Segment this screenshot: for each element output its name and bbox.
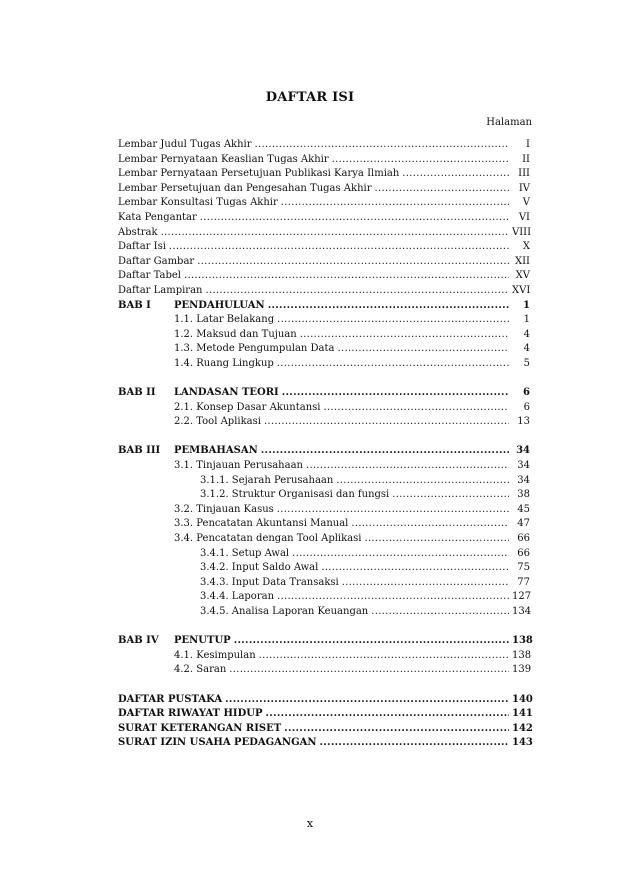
toc-entry-page: 6	[523, 387, 530, 399]
toc-entry-page: 45	[517, 503, 530, 515]
toc-section[interactable]	[118, 328, 530, 343]
toc-entry-page: X	[522, 241, 530, 253]
toc-entry-label: 3.1.2. Struktur Organisasi dan fungsi	[200, 489, 390, 501]
toc-section[interactable]	[118, 313, 530, 328]
toc-front-entry[interactable]	[118, 269, 530, 284]
dot-leader	[184, 269, 509, 284]
toc-entry-label-group	[118, 532, 361, 547]
dot-leader	[320, 736, 509, 751]
toc-subsection[interactable]	[118, 605, 530, 620]
toc-entry-page: 139	[512, 664, 532, 676]
toc-entry-label: 2.1. Konsep Dasar Akuntansi	[174, 401, 321, 413]
toc-entry-page: 34	[517, 474, 530, 486]
toc-entry-label-group	[118, 211, 197, 226]
toc-entry-page: 134	[512, 606, 532, 617]
toc-entry-page: 34	[516, 445, 530, 457]
toc-front-entry[interactable]	[118, 284, 530, 299]
toc-entry-label-group	[118, 313, 274, 328]
toc-entry-label-group	[118, 459, 303, 474]
chapter-title: PENUTUP	[174, 635, 231, 647]
dot-leader	[338, 342, 510, 357]
toc-chapter[interactable]	[118, 634, 533, 649]
toc-entry-label: 3.4.1. Setup Awal	[200, 547, 290, 559]
page-title: DAFTAR ISI	[265, 90, 355, 105]
toc-entry-label-group	[118, 182, 372, 197]
toc-entry-page: 4	[523, 343, 530, 355]
toc-entry-page: 1	[523, 299, 530, 311]
toc-entry-label-group	[118, 269, 181, 284]
toc-entry-label-group	[118, 226, 158, 241]
dot-leader	[321, 561, 509, 576]
dot-leader	[336, 474, 509, 489]
toc-entry-label-group	[118, 634, 231, 649]
toc-entry-page: V	[522, 197, 530, 209]
dot-leader	[255, 138, 509, 153]
toc-section[interactable]	[118, 503, 530, 518]
toc-front-entry[interactable]	[118, 138, 530, 153]
dot-leader	[364, 532, 509, 547]
toc-entry-page: XVI	[512, 284, 531, 296]
toc-entry-page: III	[518, 168, 530, 180]
toc-entry-label: 2.2. Tool Aplikasi	[174, 416, 261, 428]
dot-leader	[282, 386, 509, 401]
toc-entry-page: 143	[512, 737, 533, 749]
toc-entry-label: 1.4. Ruang Lingkup	[174, 357, 274, 369]
dot-leader	[277, 590, 509, 605]
toc-entry-label: DAFTAR PUSTAKA	[118, 693, 223, 705]
toc-entry-label: 4.1. Kesimpulan	[174, 649, 256, 661]
toc-entry-label-group	[118, 736, 317, 751]
toc-entry-label-group	[118, 284, 203, 299]
toc-section[interactable]	[118, 517, 530, 532]
toc-entry-label-group	[118, 605, 368, 620]
toc-entry-label-group	[118, 196, 278, 211]
toc-entry-page: 66	[517, 547, 530, 559]
toc-entry-label: Lembar Judul Tugas Akhir	[118, 139, 252, 150]
toc-entry-label-group	[118, 693, 222, 708]
toc-section[interactable]	[118, 663, 530, 678]
dot-leader	[392, 488, 509, 503]
dot-leader	[261, 444, 509, 459]
toc-entry-label: SURAT IZIN USAHA PEDAGANGAN	[118, 737, 317, 749]
toc-back-entry[interactable]	[118, 736, 533, 751]
toc-entry-page: XV	[515, 270, 530, 282]
toc-entry-label: 3.4.5. Analisa Laporan Keuangan	[200, 606, 369, 617]
toc-entry-page: 38	[517, 489, 530, 501]
toc-entry-label-group	[118, 357, 274, 372]
toc-entry-label: 3.3. Pencatatan Akuntansi Manual	[174, 518, 349, 530]
page-number: x	[306, 817, 314, 830]
toc-entry-label: 3.1.1. Sejarah Perusahaan	[200, 474, 334, 486]
toc-entry-page: 140	[512, 693, 533, 705]
toc-entry-label-group	[118, 240, 166, 255]
toc-entry-label: Kata Pengantar	[118, 211, 197, 223]
dot-leader	[332, 153, 509, 168]
toc-entry-page: XII	[514, 255, 530, 267]
toc-entry-page: 77	[517, 576, 530, 588]
toc-entry-label-group	[118, 576, 339, 591]
dot-leader	[277, 313, 509, 328]
toc-entry-page: 142	[512, 722, 533, 734]
toc-entry-label-group	[118, 722, 281, 737]
dot-leader	[300, 328, 509, 343]
toc-entry-page: 138	[512, 649, 532, 661]
toc-entry-label-group	[118, 153, 329, 168]
chapter-number: BAB II	[118, 387, 156, 399]
dot-leader	[281, 196, 509, 211]
dot-leader	[371, 605, 509, 620]
toc-entry-label-group	[118, 415, 261, 430]
toc-entry-label-group	[118, 649, 256, 664]
dot-leader	[351, 517, 509, 532]
toc-entry-label-group	[118, 444, 258, 459]
toc-entry-page: 13	[517, 416, 530, 428]
toc-entry-label: 1.3. Metode Pengumpulan Data	[174, 343, 335, 355]
toc-subsection[interactable]	[118, 488, 530, 503]
toc-section[interactable]	[118, 649, 530, 664]
toc-subsection[interactable]	[118, 561, 530, 576]
toc-entry-label: Lembar Pernyataan Keaslian Tugas Akhir	[118, 153, 329, 165]
dot-leader	[375, 182, 509, 197]
toc-entry-label-group	[118, 328, 297, 343]
toc-section[interactable]	[118, 357, 530, 372]
dot-leader	[206, 284, 510, 299]
dot-leader	[402, 167, 509, 182]
toc-subsection[interactable]	[118, 590, 530, 605]
dot-leader	[229, 663, 509, 678]
toc-front-entry[interactable]	[118, 226, 530, 241]
toc-entry-page: 138	[512, 635, 533, 647]
toc-chapter[interactable]	[118, 299, 530, 314]
dot-leader	[277, 357, 509, 372]
toc-front-entry[interactable]	[118, 167, 530, 182]
chapter-number: BAB I	[118, 299, 151, 311]
dot-leader	[200, 211, 509, 226]
chapter-number: BAB III	[118, 445, 161, 457]
toc-chapter[interactable]	[118, 444, 530, 459]
toc-entry-label-group	[118, 503, 274, 518]
toc-entry-label-group	[118, 342, 335, 357]
toc-back-entry[interactable]	[118, 693, 533, 708]
toc-front-entry[interactable]	[118, 182, 530, 197]
toc-entry-label: 1.1. Latar Belakang	[174, 314, 275, 326]
chapter-title: LANDASAN TEORI	[174, 387, 279, 399]
toc-section[interactable]	[118, 401, 530, 416]
toc-front-entry[interactable]	[118, 153, 530, 168]
toc-entry-label: Lembar Persetujuan dan Pengesahan Tugas Akhir	[118, 182, 372, 194]
toc-entry-label-group	[118, 474, 333, 489]
toc-back-entry[interactable]	[118, 722, 533, 737]
toc-entry-label-group	[118, 517, 348, 532]
chapter-number: BAB IV	[118, 635, 159, 647]
toc-entry-page: 127	[512, 591, 532, 603]
dot-leader	[259, 649, 509, 664]
toc-entry-page: 34	[517, 460, 530, 472]
toc-subsection[interactable]	[118, 576, 530, 591]
toc-entry-label-group	[118, 707, 263, 722]
toc-front-entry[interactable]	[118, 255, 530, 270]
toc-entry-label: Daftar Lampiran	[118, 284, 203, 296]
toc-front-entry[interactable]	[118, 196, 530, 211]
toc-entry-label: DAFTAR RIWAYAT HIDUP	[118, 708, 263, 720]
toc-entry-label-group	[118, 255, 194, 270]
toc-entry-label-group	[118, 663, 226, 678]
toc-entry-label-group	[118, 138, 252, 153]
toc-entry-label: Daftar Tabel	[118, 270, 181, 282]
toc-entry-label: Lembar Pernyataan Persetujuan Publikasi Karya Ilmiah	[118, 168, 400, 180]
dot-leader	[161, 226, 509, 241]
toc-section[interactable]	[118, 532, 530, 547]
toc-entry-label-group	[118, 488, 389, 503]
dot-leader	[324, 401, 510, 416]
toc-front-entry[interactable]	[118, 240, 530, 255]
chapter-title: PEMBAHASAN	[174, 445, 258, 457]
toc-entry-page: VI	[518, 211, 530, 223]
toc-subsection[interactable]	[118, 547, 530, 562]
toc-section[interactable]	[118, 415, 530, 430]
dot-leader	[264, 415, 509, 430]
toc-entry-label-group	[118, 167, 399, 182]
toc-entry-label: Daftar Gambar	[118, 255, 195, 267]
toc-entry-page: 47	[517, 518, 530, 530]
toc-entry-label: 1.2. Maksud dan Tujuan	[174, 328, 297, 340]
toc-back-entry[interactable]	[118, 707, 533, 722]
table-of-contents	[118, 138, 533, 751]
toc-entry-label-group	[118, 547, 289, 562]
toc-entry-label: 3.4. Pencatatan dengan Tool Aplikasi	[174, 533, 362, 545]
toc-entry-label-group	[118, 590, 274, 605]
toc-entry-page: 5	[523, 357, 530, 369]
dot-leader	[268, 299, 509, 314]
toc-entry-page: IV	[518, 182, 530, 194]
dot-leader	[342, 576, 509, 591]
toc-entry-page: 66	[517, 533, 530, 545]
toc-entry-label-group	[118, 299, 265, 314]
toc-entry-page: 4	[523, 328, 530, 340]
toc-entry-label-group	[118, 386, 279, 401]
dot-leader	[225, 693, 509, 708]
toc-entry-page: II	[522, 153, 530, 165]
toc-entry-page: 6	[523, 401, 530, 413]
toc-entry-label: Daftar Isi	[118, 241, 166, 253]
toc-entry-page: I	[526, 139, 530, 150]
toc-front-entry[interactable]	[118, 211, 530, 226]
dot-leader	[234, 634, 509, 649]
toc-entry-label: 3.4.3. Input Data Transaksi	[200, 576, 339, 588]
toc-entry-page: 75	[517, 562, 530, 574]
toc-entry-label: 3.2. Tinjauan Kasus	[174, 503, 274, 515]
toc-entry-page: 1	[523, 314, 530, 326]
toc-entry-label: Abstrak	[118, 226, 158, 238]
chapter-title: PENDAHULUAN	[174, 299, 265, 311]
dot-leader	[306, 459, 509, 474]
dot-leader	[292, 547, 509, 562]
toc-entry-label: 3.4.2. Input Saldo Awal	[200, 562, 319, 574]
dot-leader	[266, 707, 510, 722]
toc-section[interactable]	[118, 459, 530, 474]
toc-entry-label-group	[118, 401, 321, 416]
toc-entry-label-group	[118, 561, 318, 576]
toc-entry-label: 4.2. Saran	[174, 664, 227, 676]
dot-leader	[169, 240, 509, 255]
dot-leader	[277, 503, 509, 518]
dot-leader	[284, 722, 509, 737]
toc-chapter[interactable]	[118, 386, 530, 401]
toc-entry-label: 3.4.4. Laporan	[200, 591, 275, 603]
toc-section[interactable]	[118, 342, 530, 357]
toc-entry-label: SURAT KETERANGAN RISET	[118, 722, 282, 734]
toc-entry-page: VIII	[512, 226, 532, 238]
toc-entry-label: 3.1. Tinjauan Perusahaan	[174, 460, 303, 472]
dot-leader	[197, 255, 509, 270]
toc-entry-label: Lembar Konsultasi Tugas Akhir	[118, 197, 278, 209]
page-column-header: Halaman	[486, 117, 532, 128]
toc-entry-page: 141	[512, 708, 533, 720]
toc-subsection[interactable]	[118, 474, 530, 489]
